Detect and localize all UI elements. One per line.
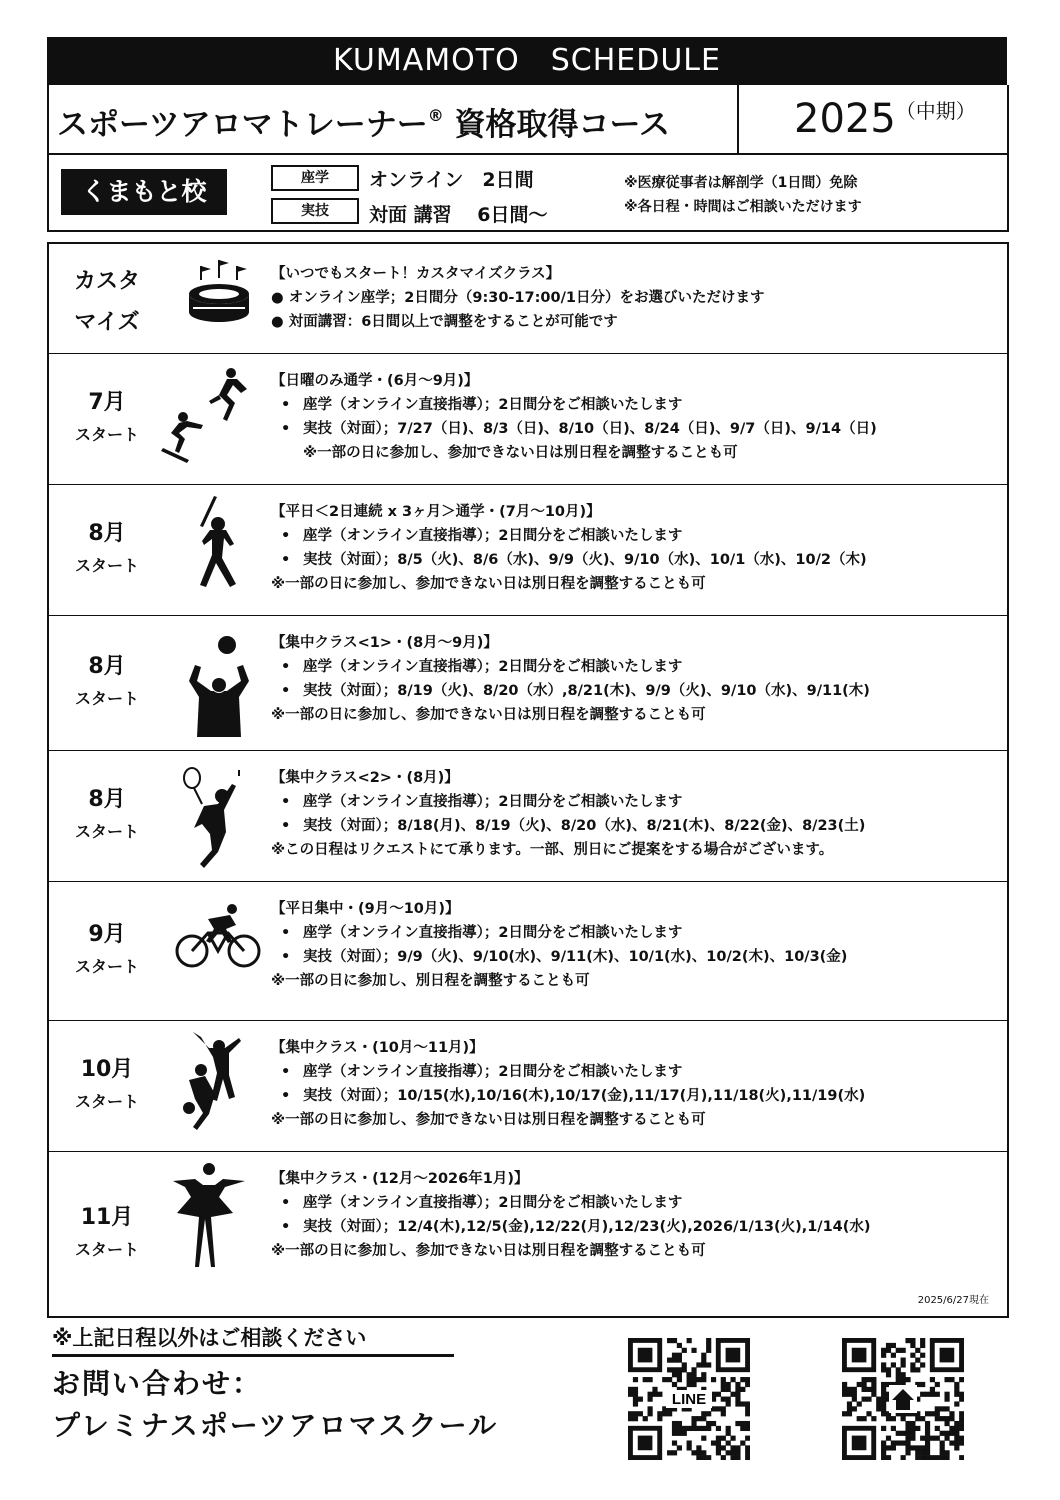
line-qr-code[interactable] bbox=[628, 1338, 750, 1460]
homepage-qr-code[interactable] bbox=[842, 1338, 964, 1460]
lecture-text: オンライン 2日間 bbox=[369, 169, 534, 191]
row-month: 8月 bbox=[88, 520, 126, 546]
row-label bbox=[57, 782, 157, 842]
row-label bbox=[57, 1200, 157, 1260]
row-content bbox=[271, 262, 764, 334]
campus-label: くまもと校 bbox=[61, 169, 227, 215]
row-line: • 座学（オンライン直接指導）；2日間分をご相談いたします bbox=[271, 393, 877, 417]
contact-label: お問い合わせ： bbox=[52, 1367, 263, 1400]
row-line: 【集中クラス・(12月～2026年1月)】 bbox=[271, 1171, 529, 1187]
row-line: • 座学（オンライン直接指導）；2日間分をご相談いたします bbox=[271, 655, 870, 679]
schedule-row bbox=[49, 615, 1007, 751]
practice-text: 対面 講習 6日間～ bbox=[369, 204, 548, 226]
schedule-row bbox=[49, 484, 1007, 616]
row-line: • 座学（オンライン直接指導）；2日間分をご相談いたします bbox=[271, 790, 865, 814]
title-divider bbox=[737, 85, 739, 153]
row-month: 8月 bbox=[88, 653, 126, 679]
row-month: カスタ bbox=[73, 269, 140, 294]
title-box bbox=[47, 85, 1009, 155]
row-month: 7月 bbox=[88, 389, 126, 415]
row-start: マイズ bbox=[74, 310, 140, 335]
row-line: ※一部の日に参加し、参加できない日は別日程を調整することも可 bbox=[271, 1243, 706, 1259]
row-line: • 実技（対面）；8/19（火)、8/20（水）,8/21(木)、9/9（火)、9/10（水)、9/11(木) bbox=[271, 679, 870, 703]
row-month: 10月 bbox=[80, 1056, 134, 1082]
schedule-row bbox=[49, 353, 1007, 485]
footer-underline bbox=[52, 1354, 454, 1357]
row-content bbox=[271, 1167, 871, 1263]
row-month: 8月 bbox=[88, 786, 126, 812]
row-line: 【平日集中・(9月～10月)】 bbox=[271, 901, 460, 917]
row-line: • 実技（対面）；8/18(月)、8/19（火)、8/20（水)、8/21(木)、8/22(金)、8/23(土) bbox=[271, 814, 865, 838]
row-line: ※一部の日に参加し、別日程を調整することも可 bbox=[271, 973, 590, 989]
row-line: ※一部の日に参加し、参加できない日は別日程を調整することも可 bbox=[271, 576, 706, 592]
row-line: 【集中クラス<2>・(8月)】 bbox=[271, 770, 459, 786]
note-medical: ※医療従事者は解剖学（1日間）免除 bbox=[624, 175, 858, 191]
row-line: ※一部の日に参加し、参加できない日は別日程を調整することも可 bbox=[271, 1112, 706, 1128]
row-content bbox=[271, 1036, 865, 1132]
line-qr-label: LINE bbox=[671, 1391, 707, 1408]
row-content bbox=[271, 766, 865, 862]
as-of-date: 2025/6/27現在 bbox=[917, 1295, 989, 1306]
row-line: • 座学（オンライン直接指導）；2日間分をご相談いたします bbox=[271, 524, 867, 548]
row-content bbox=[271, 897, 847, 993]
volleyball-player-icon bbox=[179, 635, 259, 749]
row-line: ● 対面講習：6日間以上で調整をすることが可能です bbox=[271, 314, 618, 330]
row-start: スタート bbox=[74, 424, 139, 444]
row-line: 【平日＜2日連続 x 3ヶ月＞通学・(7月～10月)】 bbox=[271, 504, 601, 520]
row-line: ※一部の日に参加し、参加できない日は別日程を調整することも可 bbox=[303, 445, 738, 461]
row-start: スタート bbox=[74, 956, 139, 976]
row-line: • 実技（対面）；8/5（火)、8/6（水)、9/9（火)、9/10（水)、10/1（水)、10/2（木) bbox=[271, 548, 867, 572]
schedule-table bbox=[47, 242, 1009, 1318]
row-label bbox=[57, 917, 157, 977]
row-line: • 実技（対面）；12/4(木),12/5(金),12/22(月),12/23(火),2026/1/13(火),1/14(水) bbox=[271, 1215, 871, 1239]
row-start: スタート bbox=[74, 1091, 139, 1111]
row-line: • 実技（対面）；7/27（日)、8/3（日)、8/10（日)、8/24（日)、9/7（日)、9/14（日) bbox=[271, 417, 877, 441]
school-name: プレミナスポーツアロマスクール bbox=[52, 1409, 499, 1442]
row-line: ※一部の日に参加し、参加できない日は別日程を調整することも可 bbox=[271, 707, 706, 723]
runner-snowboarder-icon bbox=[159, 365, 259, 469]
lecture-tag: 座学 bbox=[271, 165, 359, 191]
row-line: ※この日程はリクエストにて承ります。一部、別日にご提案をする場合がございます。 bbox=[271, 842, 834, 858]
row-line: • 座学（オンライン直接指導）；2日間分をご相談いたします bbox=[271, 1191, 871, 1215]
cyclist-icon bbox=[174, 903, 264, 977]
row-label bbox=[57, 1052, 157, 1112]
row-line: 【日曜のみ通学・(6月～9月)】 bbox=[271, 373, 479, 389]
baseball-batter-icon bbox=[174, 494, 264, 602]
row-line: • 実技（対面）；10/15(水),10/16(木),10/17(金),11/17(月),11/18(火),11/19(水) bbox=[271, 1084, 865, 1108]
row-label bbox=[57, 264, 157, 336]
banner: KUMAMOTO SCHEDULE bbox=[47, 37, 1007, 85]
row-line: ● オンライン座学；2日間分（9:30-17:00/1日分）をお選びいただけます bbox=[271, 290, 765, 306]
row-content bbox=[271, 631, 870, 727]
row-line: • 実技（対面）；9/9（火)、9/10(水)、9/11(木)、10/1(水)、10/2(木)、10/3(金) bbox=[271, 945, 847, 969]
row-start: スタート bbox=[74, 688, 139, 708]
schedule-row bbox=[49, 244, 1007, 354]
ballerina-icon bbox=[169, 1161, 249, 1275]
row-month: 11月 bbox=[80, 1204, 134, 1230]
basketball-players-icon bbox=[179, 1028, 259, 1142]
row-line: 【集中クラス<1>・(8月～9月)】 bbox=[271, 635, 498, 651]
row-content bbox=[271, 369, 877, 465]
row-label bbox=[57, 516, 157, 576]
row-label bbox=[57, 649, 157, 709]
year-label: $2025^{(中期)}$ bbox=[794, 96, 976, 142]
schedule-row bbox=[49, 1151, 1007, 1316]
row-line: 【集中クラス・(10月～11月)】 bbox=[271, 1040, 484, 1056]
row-line: • 座学（オンライン直接指導）；2日間分をご相談いたします bbox=[271, 921, 847, 945]
row-line: 【いつでもスタート！カスタマイズクラス】 bbox=[271, 266, 561, 282]
course-title: スポーツアロマトレーナー® 資格取得コース bbox=[57, 106, 671, 143]
row-content bbox=[271, 500, 867, 596]
schedule-row bbox=[49, 1020, 1007, 1152]
row-month: 9月 bbox=[88, 921, 126, 947]
footer-note: ※上記日程以外はご相談ください bbox=[52, 1326, 367, 1350]
row-label bbox=[57, 385, 157, 445]
row-line: • 座学（オンライン直接指導）；2日間分をご相談いたします bbox=[271, 1060, 865, 1084]
practice-tag: 実技 bbox=[271, 198, 359, 224]
schedule-row bbox=[49, 881, 1007, 1021]
stadium-icon bbox=[179, 256, 259, 330]
row-start: スタート bbox=[74, 555, 139, 575]
row-start: スタート bbox=[74, 821, 139, 841]
note-schedule: ※各日程・時間はご相談いただけます bbox=[624, 199, 862, 215]
info-box bbox=[47, 153, 1009, 232]
schedule-row bbox=[49, 750, 1007, 882]
row-start: スタート bbox=[74, 1239, 139, 1259]
badminton-player-icon bbox=[174, 766, 264, 880]
